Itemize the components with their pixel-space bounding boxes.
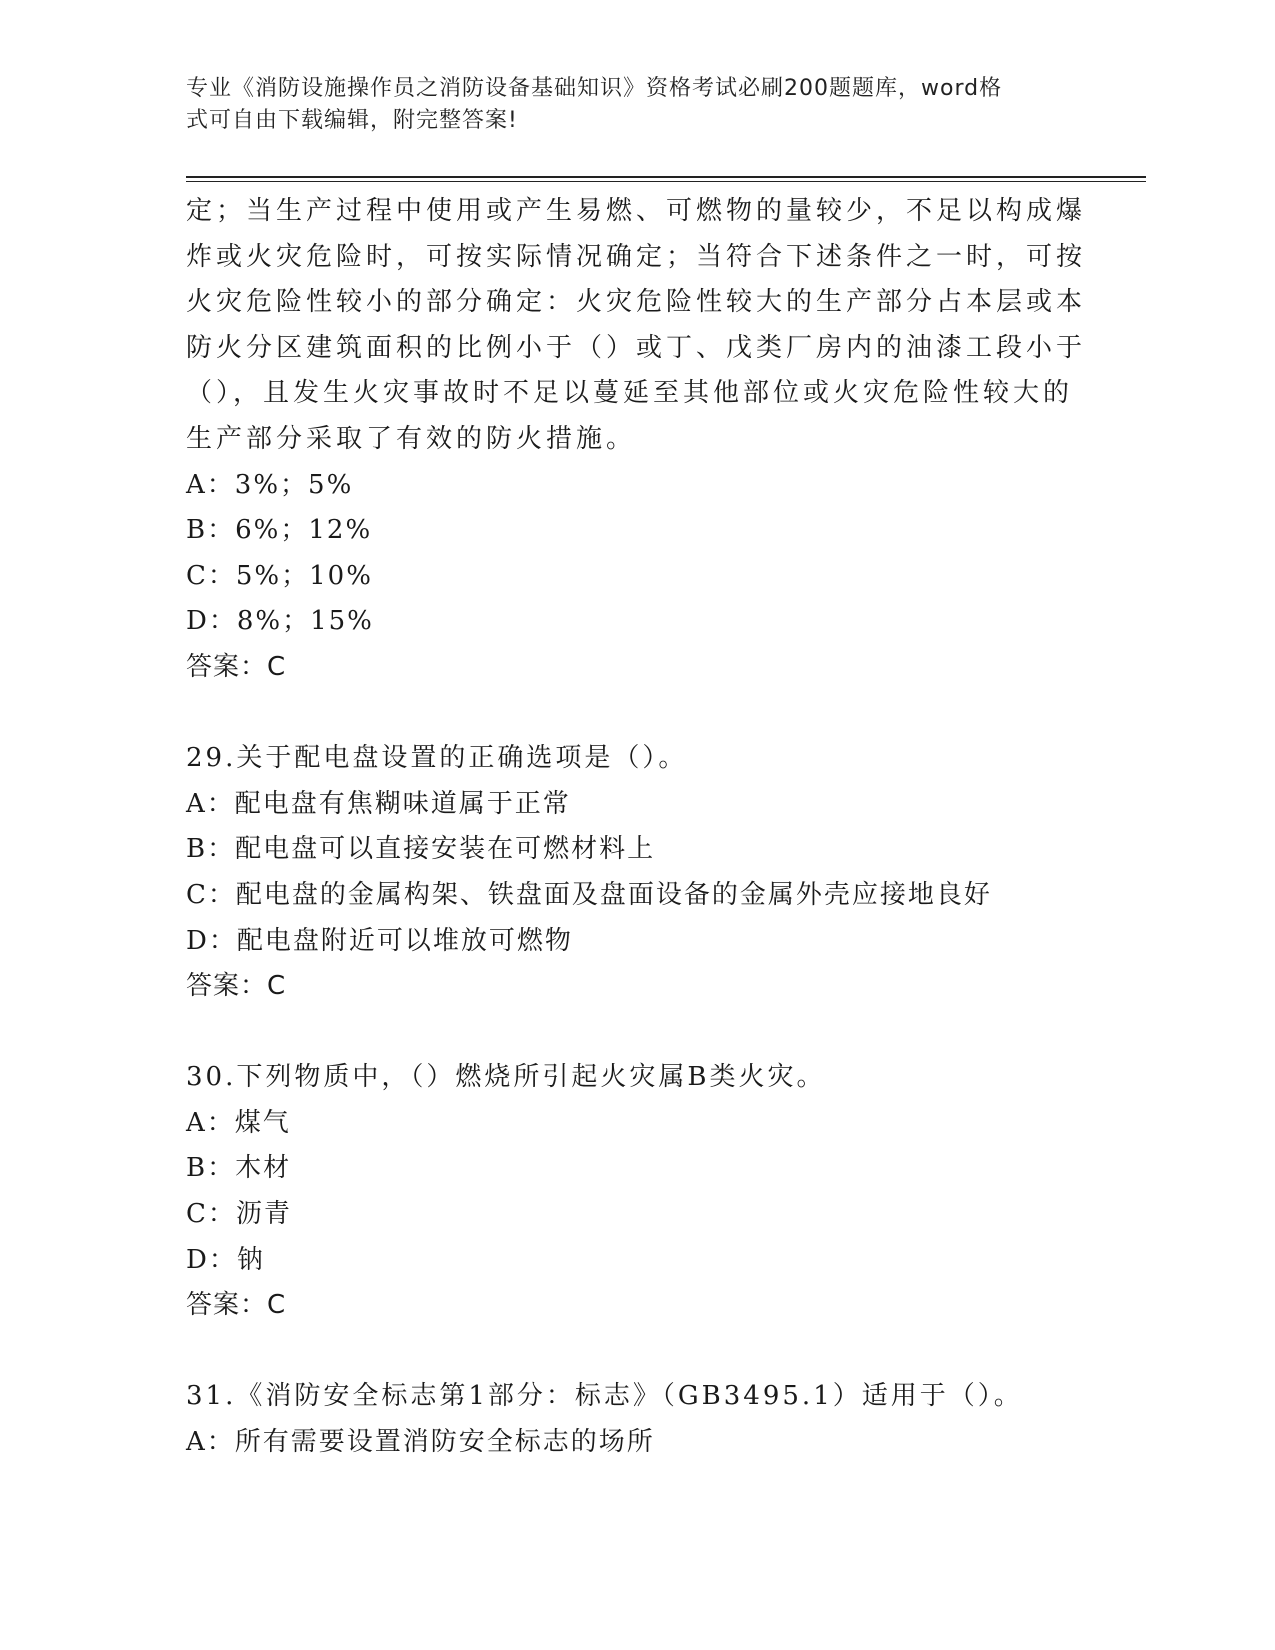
spacer [186,691,1066,737]
option-a: A：所有需要设置消防安全标志的场所 [186,1427,655,1458]
question-title: 29.关于配电盘设置的正确选项是（）。 [186,743,688,774]
option-b: B：配电盘可以直接安装在可燃材料上 [186,834,656,865]
question-title: 31.《消防安全标志第1部分：标志》（GB3495.1）适用于（）。 [186,1381,1023,1412]
option-a: A：煤气 [186,1107,291,1138]
header-rule-thick [186,176,1146,178]
question-30 [186,1055,1066,1329]
option-c: C：5%；10% [186,560,373,591]
page-header [186,73,1066,137]
spacer [186,1329,1066,1375]
question-text-line: 炸或火灾危险时，可按实际情况确定；当符合下述条件之一时，可按 [186,241,1087,272]
question-28 [186,189,1087,691]
option-c: C：配电盘的金属构架、铁盘面及盘面设备的金属外壳应接地良好 [186,879,992,910]
option-d: D：8%；15% [186,606,374,637]
question-content [186,189,1087,1466]
question-title: 30.下列物质中，（）燃烧所引起火灾属B类火灾。 [186,1062,826,1093]
header-line-1: 专业《消防设施操作员之消防设备基础知识》资格考试必刷200题题库，word格 [186,76,1003,101]
question-text-line: 生产部分采取了有效的防火措施。 [186,423,637,454]
header-line-2: 式可自由下载编辑，附完整答案! [186,108,518,133]
option-b: B：木材 [186,1153,292,1184]
question-text-line: （），且发生火灾事故时不足以蔓延至其他部位或火灾危险性较大的 [186,378,1074,409]
answer: 答案：C [186,1290,287,1321]
option-c: C：沥青 [186,1199,292,1230]
option-b: B：6%；12% [186,515,373,546]
question-text-line: 定；当生产过程中使用或产生易燃、可燃物的量较少，不足以构成爆 [186,196,1087,226]
answer: 答案：C [186,651,287,682]
question-31 [186,1374,1066,1465]
answer: 答案：C [186,971,287,1002]
question-text-line: 火灾危险性较小的部分确定：火灾危险性较大的生产部分占本层或本 [186,287,1087,318]
option-a: A：配电盘有焦糊味道属于正常 [186,788,571,819]
header-rule-thin [186,181,1146,182]
question-29 [186,736,1066,1010]
question-text-line: 防火分区建筑面积的比例小于（）或丁、戊类厂房内的油漆工段小于 [186,332,1087,363]
option-d: D：配电盘附近可以堆放可燃物 [186,925,573,956]
option-a: A：3%；5% [186,469,354,500]
spacer [186,1010,1066,1056]
option-d: D：钠 [186,1244,265,1275]
